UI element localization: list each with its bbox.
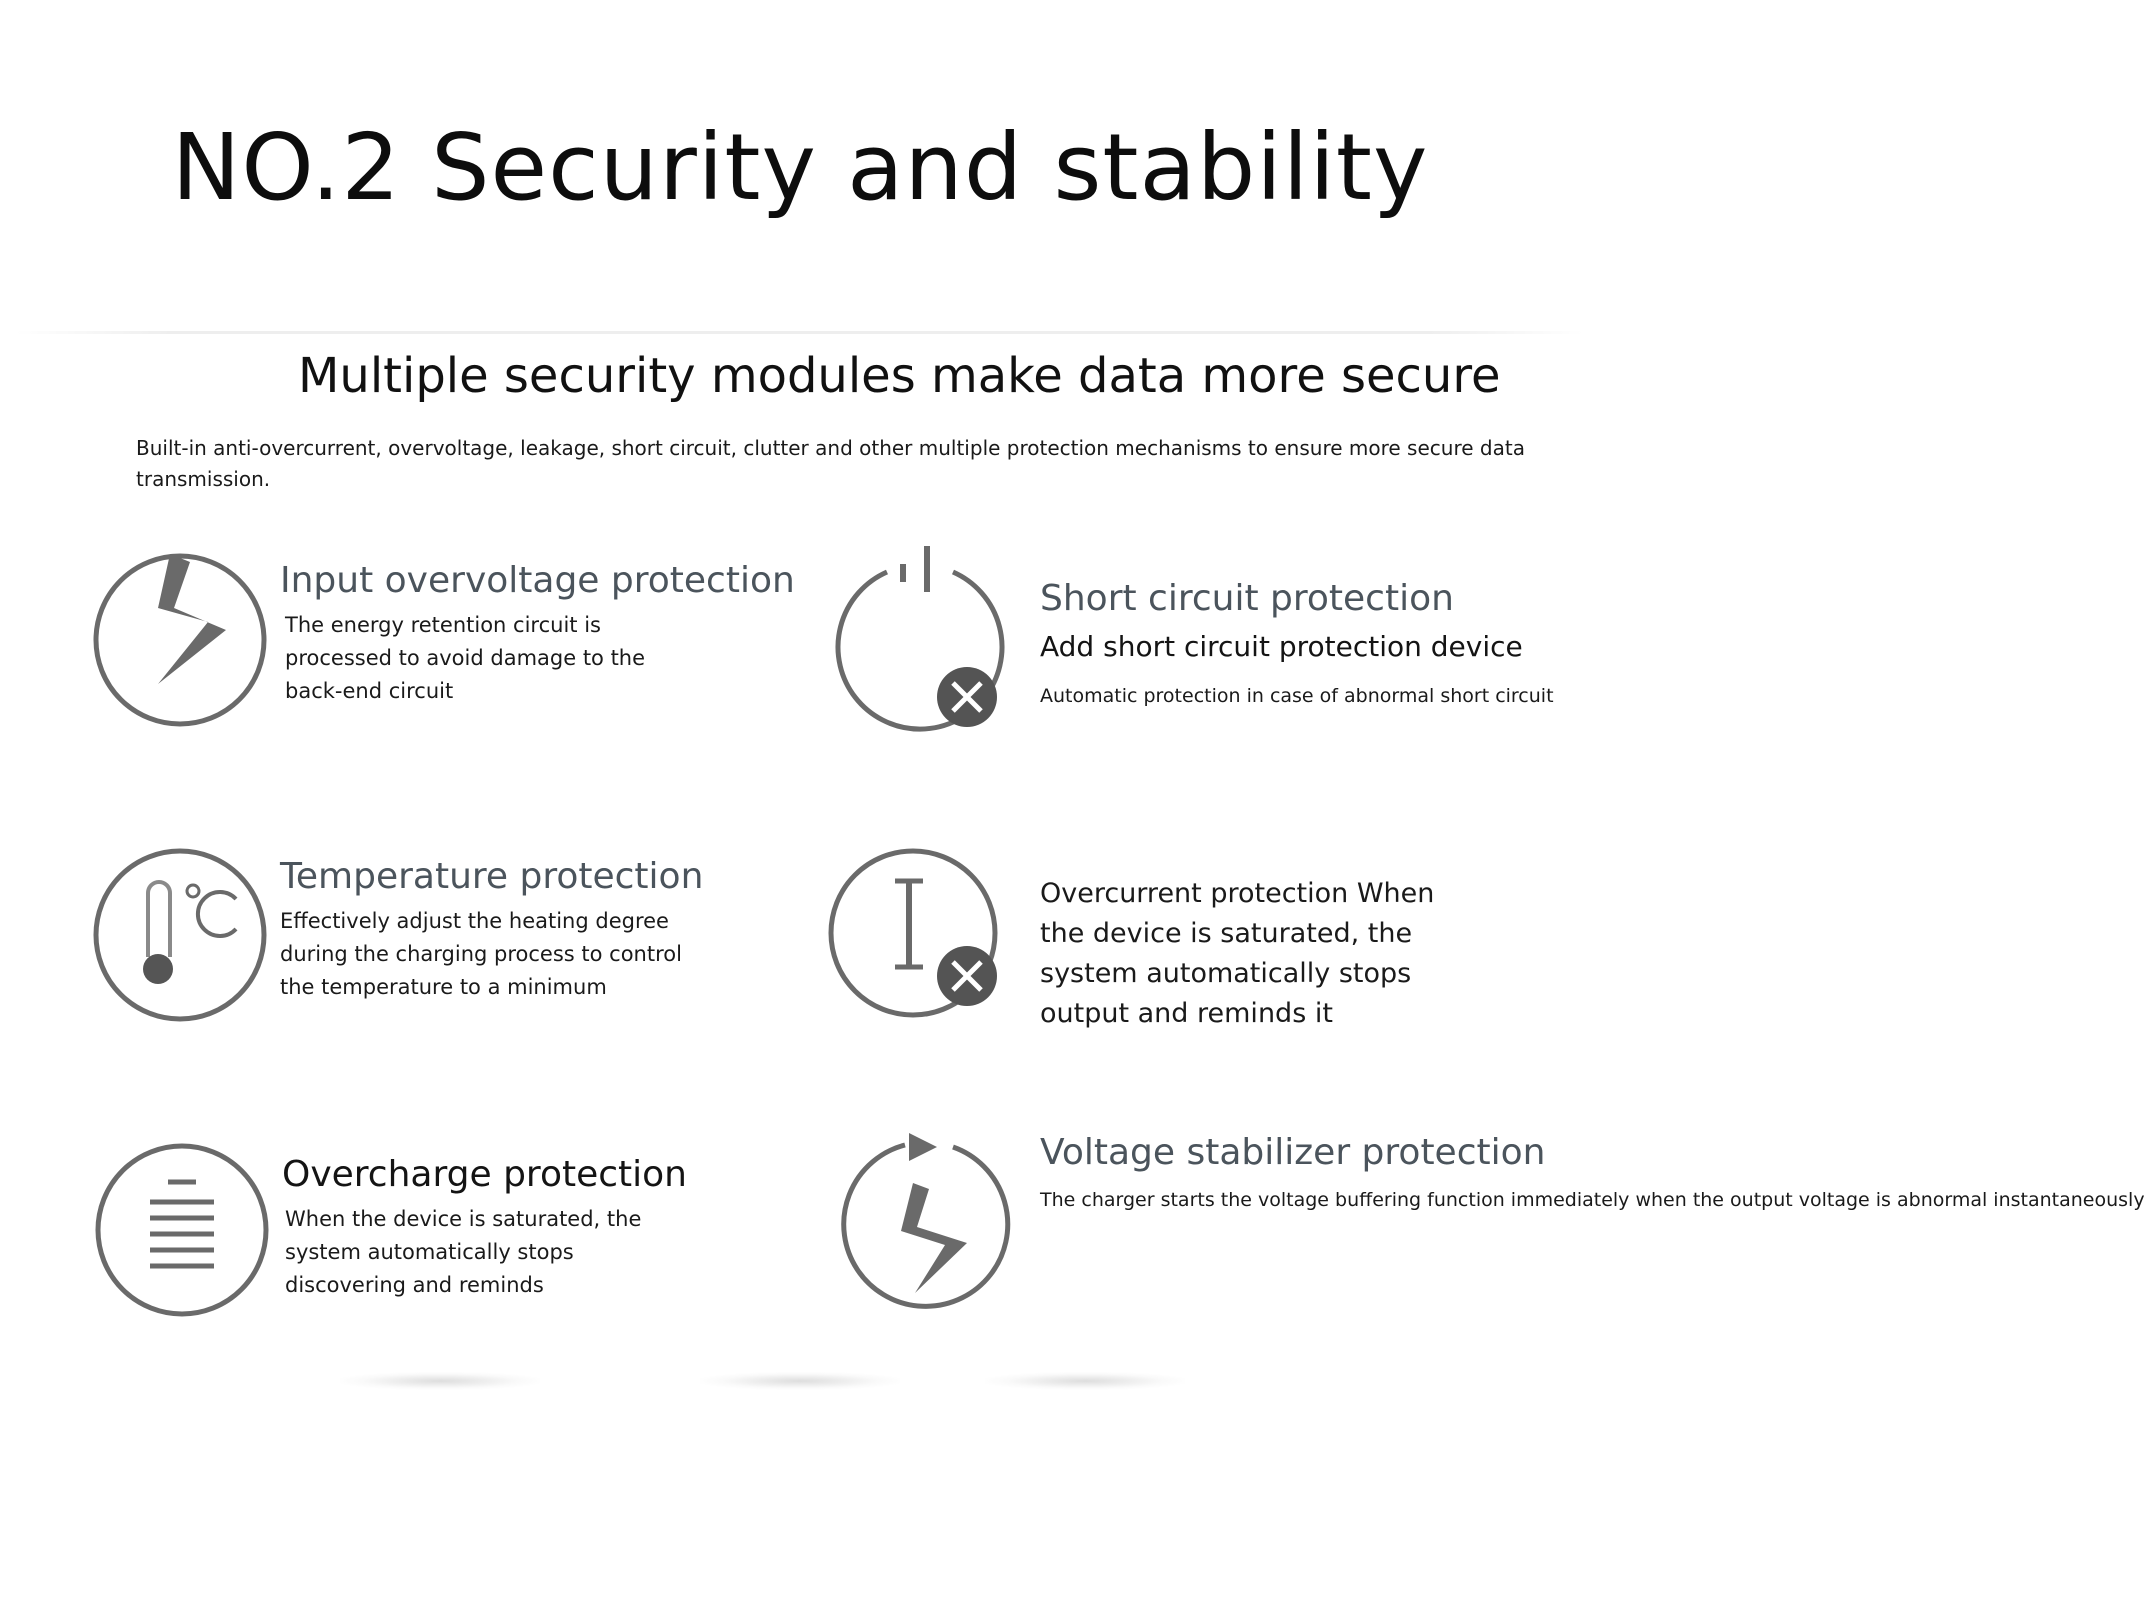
power-off-icon	[825, 550, 1005, 730]
intro-text: Built-in anti-overcurrent, overvoltage, leakage, short circuit, clutter and other multiple protection mechanisms to ensure more secure data transmission.	[136, 436, 1525, 491]
shadow-decoration	[985, 1372, 1185, 1390]
thermometer-icon	[90, 845, 270, 1025]
feature-title-short-circuit: Short circuit protection	[1040, 578, 1454, 619]
feature-title-temperature: Temperature protection	[280, 856, 704, 897]
feature-desc-overcharge: When the device is saturated, the system automatically stops discovering and reminds	[285, 1207, 642, 1297]
battery-icon	[92, 1140, 272, 1320]
lightning-bolt-icon	[90, 550, 270, 730]
section-subtitle: Multiple security modules make data more secure	[298, 348, 1501, 404]
voltage-cycle-icon	[835, 1135, 1015, 1315]
feature-desc-overcurrent: Overcurrent protection When the device is saturated, the system automatically stops output and reminds it	[1040, 878, 1435, 1029]
feature-desc-short-circuit: Automatic protection in case of abnormal short circuit	[1040, 685, 1554, 707]
feature-title-voltage-stabilizer: Voltage stabilizer protection	[1040, 1132, 1546, 1173]
feature-title-overcharge: Overcharge protection	[282, 1154, 687, 1195]
shadow-decoration	[340, 1372, 540, 1390]
divider	[16, 331, 1584, 334]
page-title: NO.2 Security and stability	[171, 114, 1429, 221]
feature-desc-input-overvoltage: The energy retention circuit is processed to avoid damage to the back-end circuit	[285, 613, 646, 703]
feature-desc-temperature: Effectively adjust the heating degree during the charging process to control the temperature to a minimum	[280, 909, 682, 999]
shadow-decoration	[700, 1372, 900, 1390]
feature-subtitle-short-circuit: Add short circuit protection device	[1040, 630, 1523, 663]
feature-desc-voltage-stabilizer: The charger starts the voltage buffering function immediately when the output voltage is abnormal instantaneously	[1040, 1189, 2145, 1211]
feature-title-input-overvoltage: Input overvoltage protection	[280, 560, 795, 601]
current-off-icon	[825, 845, 1005, 1025]
